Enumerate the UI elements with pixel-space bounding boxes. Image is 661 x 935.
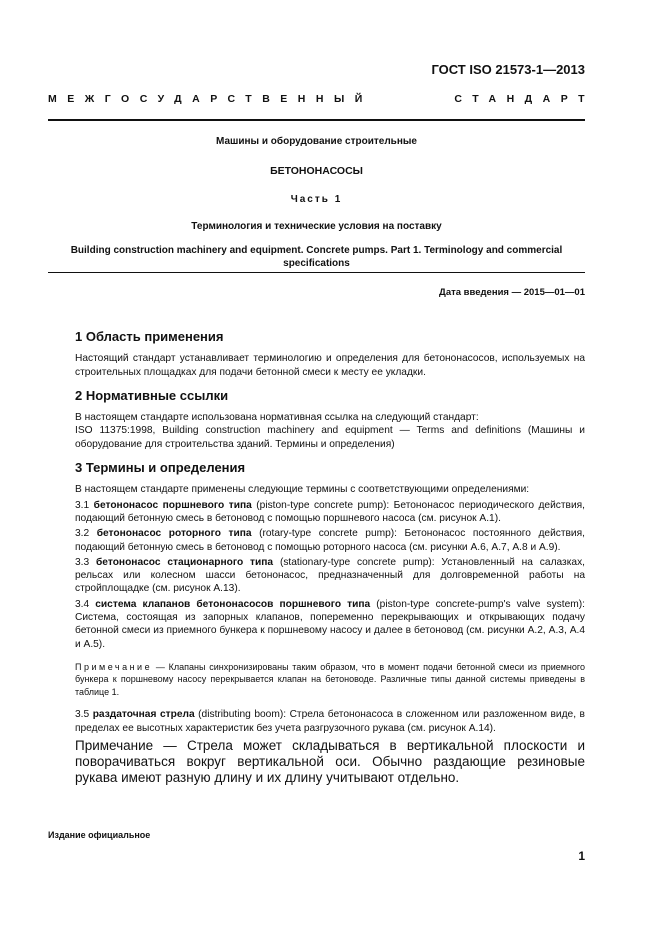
standard-number: ГОСТ ISO 21573-1—2013 xyxy=(431,62,585,77)
note-large: Примечание — Стрела может складываться в вертикальной плоскости и поворачиваться вокруг вертикальной оси. Обычно раздающие резиновые рукава имеют разную длину и их длину учитывают отдельно. xyxy=(75,738,585,786)
header-divider xyxy=(48,119,585,121)
title-line-main: БЕТОНОНАСОСЫ xyxy=(270,165,363,177)
intro-date: Дата введения — 2015—01—01 xyxy=(439,287,585,298)
title-line-english: Building construction machinery and equipment. Concrete pumps. Part 1. Terminology and commercial specifications xyxy=(70,245,563,269)
banner-word-interstate: МЕЖГОСУДАРСТВЕННЫЙ xyxy=(48,93,373,105)
note-label: Примечание xyxy=(75,661,153,672)
title-divider xyxy=(48,272,585,273)
paragraph: Настоящий стандарт устанавливает терминологию и определения для бетононасосов, используемых на строительных площадках для подачи бетонной смеси к месту ее укладки. xyxy=(75,353,585,378)
term-entry xyxy=(75,708,585,735)
section-heading: 1 Область применения xyxy=(75,329,224,344)
term-number: 3.1 xyxy=(75,499,90,511)
term-name: система клапанов бетононасосов поршневого типа xyxy=(95,598,371,610)
section-references xyxy=(75,389,585,451)
section-terms xyxy=(75,461,585,786)
term-definition: (piston-type concrete pump): Бетононасос периодического действия, подающий бетонную смесь в бетоновод с помощью поршневого насоса (см. рисунок А.1). xyxy=(75,499,585,524)
term-name: раздаточная стрела xyxy=(92,709,195,721)
standard-banner xyxy=(48,93,595,105)
term-entry xyxy=(75,527,585,554)
section-scope xyxy=(75,330,585,379)
term-entry xyxy=(75,556,585,596)
paragraph: В настоящем стандарте использована нормативная ссылка на следующий стандарт: xyxy=(75,412,479,424)
note-text: — Клапаны синхронизированы таким образом, что в момент подачи бетонной смеси из приемного бункера к поршневому насосу перекрывается клапан на бетоноводе. Различные типы данной системы приведены в таблице 1. xyxy=(75,661,585,697)
term-name: бетононасос роторного типа xyxy=(96,528,252,540)
term-entry xyxy=(75,598,585,651)
title-line-category: Машины и оборудование строительные xyxy=(216,136,417,147)
title-block xyxy=(48,136,585,270)
term-entry xyxy=(75,499,585,526)
term-name: бетононасос поршневого типа xyxy=(93,499,252,511)
term-number: 3.5 xyxy=(75,709,90,721)
term-definition: (piston-type concrete-pump's valve system): Система, состоящая из запорных клапанов, попеременно перекрывающих и открывающих подачу бетонной смеси из приемного бункера к поршневому насосу и далее в бетоновод (см. рисунки А.2, А.3, А.4 и А.5). xyxy=(75,598,585,650)
paragraph: ISO 11375:1998, Building construction machinery and equipment — Terms and definitions (Машины и оборудование для строительства зданий. Термины и определения) xyxy=(75,425,585,450)
section-heading: 2 Нормативные ссылки xyxy=(75,387,229,403)
edition-label: Издание официальное xyxy=(48,830,151,840)
term-definition: (distributing boom): Стрела бетононасоса в сложенном или разложенном виде, в пределах ее высотных характеристик без учета разгрузочного рукава (см. рисунок А.14). xyxy=(75,709,585,734)
term-number: 3.3 xyxy=(75,556,90,568)
term-definition: (stationary-type concrete pump): Установленный на салазках, рельсах или колесном шасси бетононасос, предназначенный для долговременной работы на стройплощадке (см. рисунок А.13). xyxy=(75,556,586,595)
term-name: бетононасос стационарного типа xyxy=(96,556,274,568)
title-line-subtitle: Терминология и технические условия на поставку xyxy=(191,221,442,232)
banner-word-standard: СТАНДАРТ xyxy=(454,93,595,105)
term-number: 3.4 xyxy=(75,598,90,610)
term-number: 3.2 xyxy=(75,528,90,540)
paragraph: В настоящем стандарте применены следующие термины с соответствующими определениями: xyxy=(75,484,530,496)
title-line-part: Часть 1 xyxy=(290,194,343,205)
section-heading: 3 Термины и определения xyxy=(75,460,246,476)
page-number: 1 xyxy=(578,849,585,863)
document-body xyxy=(75,330,585,796)
note xyxy=(75,661,585,699)
term-definition: (rotary-type concrete pump): Бетононасос постоянного действия, подающий бетонную смесь в бетоновод с помощью роторного насоса (см. рисунки А.6, А.7, А.8 и А.9). xyxy=(75,528,585,553)
